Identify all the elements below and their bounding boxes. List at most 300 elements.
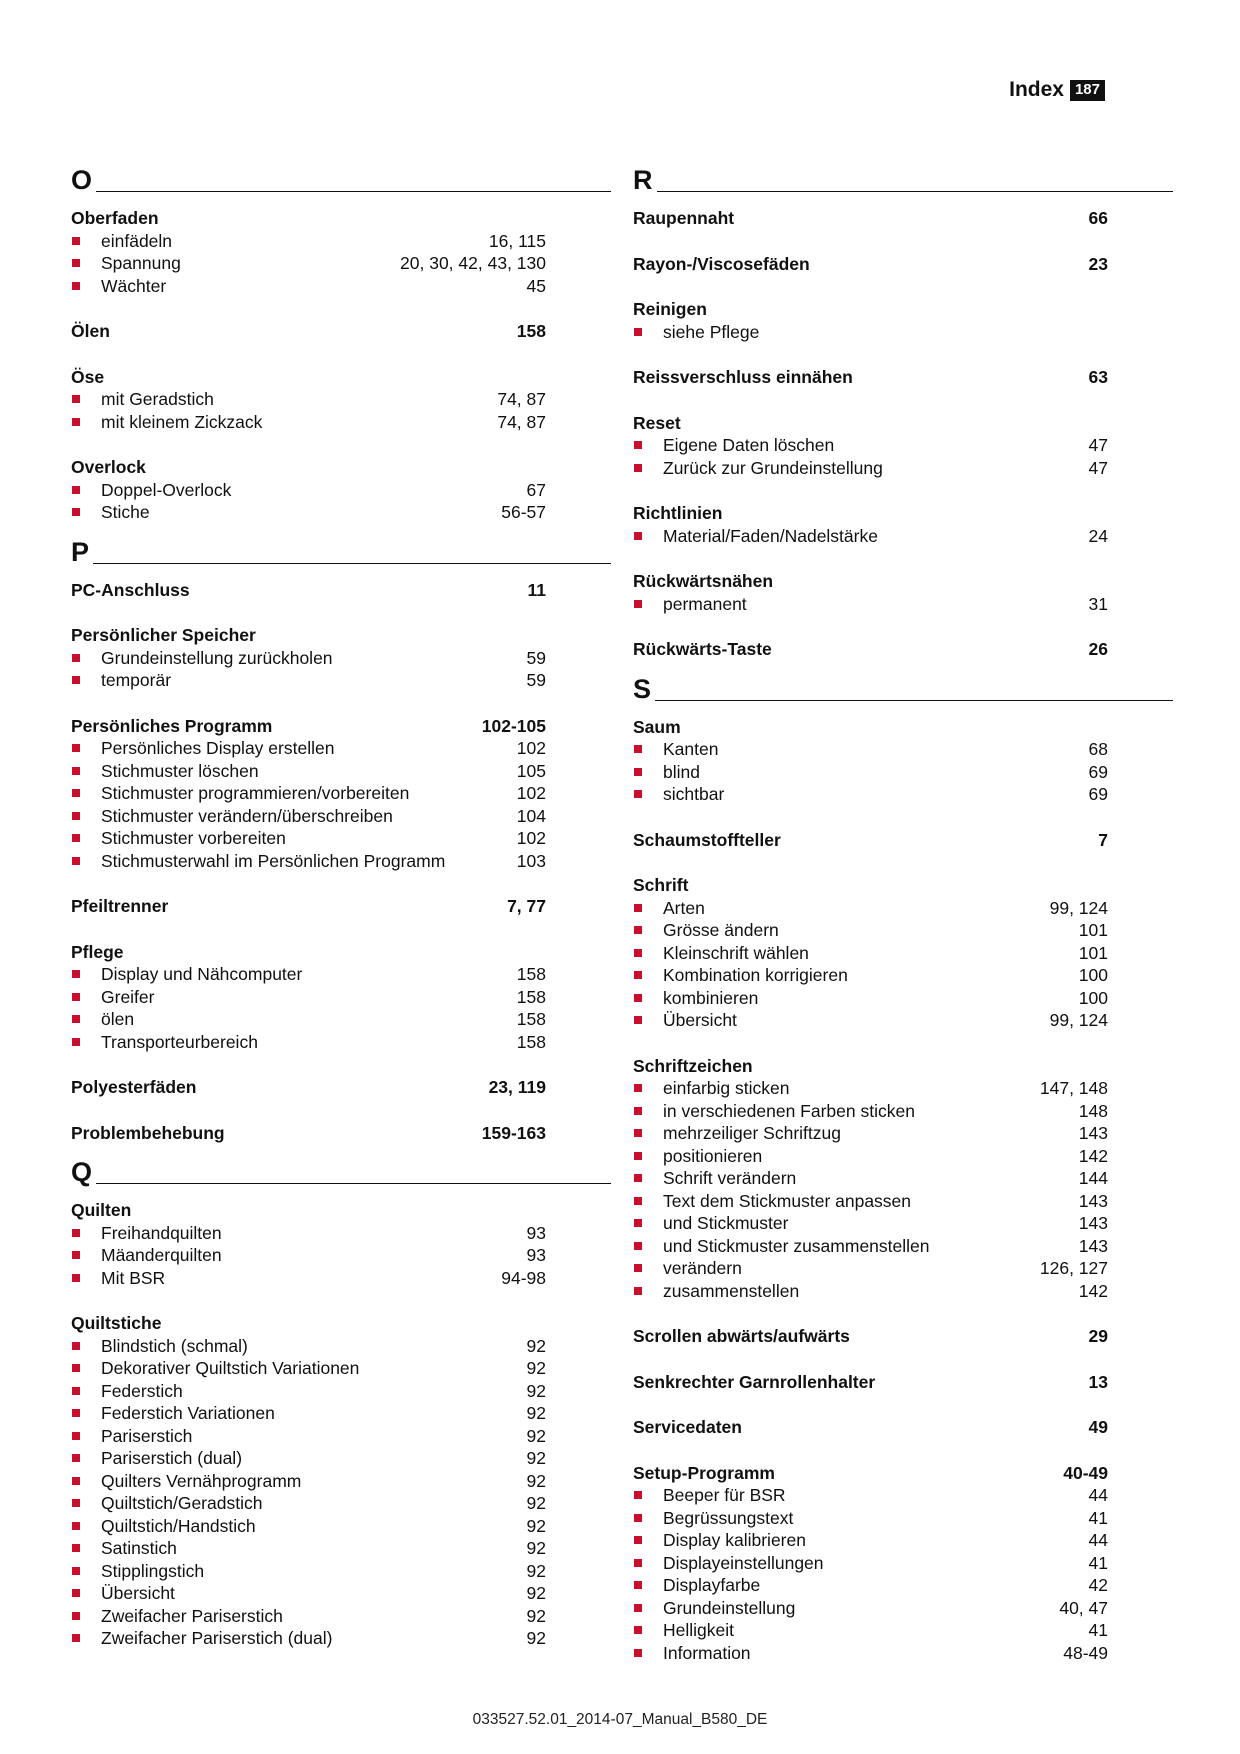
subentry-line — [71, 1605, 546, 1628]
subentry-pages: 92 — [526, 1605, 546, 1626]
entry-term: Reset — [633, 412, 681, 433]
entry-line — [633, 829, 1108, 852]
subentry-pages: 143 — [1078, 1235, 1108, 1256]
subentry-term: Stichmusterwahl im Persönlichen Programm — [101, 850, 446, 871]
subentry-term: Grösse ändern — [663, 920, 779, 940]
entry-term: Pfeiltrenner — [71, 896, 169, 916]
subentry-line — [71, 1425, 546, 1448]
bullet-square-icon — [72, 1015, 80, 1023]
entry-line — [71, 624, 546, 647]
subentry-term: Stichmuster verändern/überschreiben — [101, 805, 393, 826]
subentry-line — [633, 1100, 1108, 1123]
bullet-square-icon — [72, 1589, 80, 1597]
subentry-line — [71, 1402, 546, 1425]
subentry-term: verändern — [663, 1258, 742, 1278]
entry-line — [633, 298, 1108, 321]
subentry-line — [71, 805, 546, 828]
index-entry — [71, 320, 611, 343]
subentry-pages: 101 — [1078, 942, 1108, 963]
entry-line — [633, 253, 1108, 276]
subentry-line — [633, 1484, 1108, 1507]
subentry-line — [633, 964, 1108, 987]
subentry-pages: 92 — [526, 1448, 546, 1468]
subentry-line — [71, 1447, 546, 1470]
subentry-pages: 93 — [526, 1222, 546, 1243]
subentry-line — [633, 783, 1108, 806]
subentry-line — [71, 850, 546, 873]
index-entry — [633, 1416, 1173, 1439]
entry-line — [633, 502, 1108, 525]
subentry-pages: 99, 124 — [1049, 1010, 1108, 1030]
section-letter: P — [71, 536, 90, 567]
subentry-line — [633, 593, 1108, 616]
entry-term: Setup-Programm — [633, 1462, 775, 1483]
bullet-square-icon — [72, 1432, 80, 1440]
subentry-pages: 40, 47 — [1059, 1597, 1108, 1618]
bullet-square-icon — [72, 282, 80, 290]
subentry-term: Zweifacher Pariserstich — [101, 1605, 283, 1626]
subentry-pages: 47 — [1088, 435, 1108, 455]
subentry-line — [71, 963, 546, 986]
subentry-line — [633, 434, 1108, 457]
subentry-pages: 143 — [1078, 1123, 1108, 1143]
section-rule — [93, 563, 611, 564]
subentry-line — [633, 1167, 1108, 1190]
index-entry — [71, 895, 611, 918]
subentry-pages: 102 — [516, 828, 546, 848]
subentry-term: Eigene Daten löschen — [663, 435, 835, 455]
subentry-term: Quiltstich/Handstich — [101, 1515, 256, 1536]
entry-term: Servicedaten — [633, 1417, 742, 1437]
bullet-square-icon — [634, 1536, 642, 1544]
section-letter: O — [71, 165, 93, 195]
subentry-pages: 92 — [526, 1380, 546, 1401]
subentry-line — [633, 1235, 1108, 1258]
letter-section-o — [71, 165, 611, 524]
subentry-line — [633, 1145, 1108, 1168]
subentry-line — [71, 1627, 546, 1650]
bullet-square-icon — [72, 767, 80, 775]
subentry-term: Helligkeit — [663, 1620, 734, 1640]
subentry-pages: 67 — [526, 479, 546, 500]
index-entry — [633, 829, 1173, 852]
subentry-pages: 101 — [1078, 920, 1108, 940]
entry-line — [633, 1055, 1108, 1078]
subentry-line — [633, 919, 1108, 942]
letter-heading — [71, 1157, 611, 1187]
bullet-square-icon — [72, 1567, 80, 1575]
subentry-term: Information — [663, 1642, 751, 1663]
subentry-pages: 158 — [516, 1009, 546, 1029]
subentry-line — [71, 647, 546, 670]
entry-pages: 159-163 — [481, 1122, 546, 1143]
bullet-square-icon — [634, 464, 642, 472]
entry-term: Overlock — [71, 457, 146, 477]
bullet-square-icon — [72, 395, 80, 403]
entry-line — [71, 207, 546, 230]
entry-line — [633, 1416, 1108, 1439]
subentry-pages: 42 — [1088, 1575, 1108, 1595]
bullet-square-icon — [634, 1219, 642, 1227]
subentry-line — [71, 1031, 546, 1054]
entry-line — [71, 1076, 546, 1099]
subentry-term: Doppel-Overlock — [101, 479, 232, 500]
subentry-line — [633, 1077, 1108, 1100]
subentry-term: Federstich — [101, 1380, 183, 1401]
letter-section-s — [633, 674, 1173, 1665]
subentry-term: einfädeln — [101, 230, 173, 251]
subentry-term: Dekorativer Quiltstich Variationen — [101, 1358, 360, 1378]
subentry-line — [71, 760, 546, 783]
entry-line — [633, 366, 1108, 389]
index-entry — [633, 253, 1173, 276]
subentry-pages: 44 — [1088, 1485, 1108, 1505]
subentry-term: Zweifacher Pariserstich (dual) — [101, 1628, 333, 1648]
entry-pages: 29 — [1088, 1326, 1108, 1346]
subentry-line — [71, 1357, 546, 1380]
entry-line — [71, 579, 546, 602]
subentry-pages: 142 — [1078, 1280, 1108, 1301]
entry-term: Reinigen — [633, 299, 707, 319]
subentry-line — [633, 321, 1108, 344]
subentry-line — [71, 1515, 546, 1538]
subentry-term: Stichmuster programmieren/vorbereiten — [101, 783, 410, 803]
subentry-pages: 92 — [526, 1358, 546, 1378]
bullet-square-icon — [634, 926, 642, 934]
entry-term: Schaumstoffteller — [633, 829, 781, 850]
subentry-line — [633, 1642, 1108, 1665]
letter-heading — [71, 537, 611, 567]
entry-line — [71, 1199, 546, 1222]
bullet-square-icon — [72, 1612, 80, 1620]
subentry-line — [71, 1470, 546, 1493]
bullet-square-icon — [72, 676, 80, 684]
bullet-square-icon — [634, 441, 642, 449]
subentry-pages: 92 — [526, 1628, 546, 1648]
subentry-pages: 47 — [1088, 457, 1108, 478]
entry-line — [633, 207, 1108, 230]
subentry-pages: 68 — [1088, 739, 1108, 759]
index-entry — [71, 456, 611, 524]
subentry-term: mehrzeiliger Schriftzug — [663, 1123, 841, 1143]
index-entry — [633, 366, 1173, 389]
bullet-square-icon — [72, 834, 80, 842]
bullet-square-icon — [634, 1604, 642, 1612]
subentry-line — [71, 275, 546, 298]
index-entry — [633, 638, 1173, 661]
page-header — [1009, 78, 1105, 102]
subentry-term: Grundeinstellung — [663, 1597, 796, 1618]
subentry-pages: 74, 87 — [497, 411, 546, 432]
bullet-square-icon — [634, 1491, 642, 1499]
subentry-term: siehe Pflege — [663, 321, 760, 342]
subentry-term: Material/Faden/Nadelstärke — [663, 525, 878, 546]
subentry-term: ölen — [101, 1009, 135, 1029]
subentry-line — [71, 1492, 546, 1515]
bullet-square-icon — [634, 1152, 642, 1160]
bullet-square-icon — [72, 1251, 80, 1259]
entry-term: Persönlicher Speicher — [71, 625, 256, 645]
entry-line — [633, 638, 1108, 661]
bullet-square-icon — [72, 1544, 80, 1552]
subentry-line — [633, 987, 1108, 1010]
subentry-term: Displayeinstellungen — [663, 1552, 824, 1573]
entry-pages: 13 — [1088, 1371, 1108, 1392]
subentry-line — [633, 1529, 1108, 1552]
bullet-square-icon — [634, 1626, 642, 1634]
index-entry — [633, 716, 1173, 806]
subentry-line — [71, 501, 546, 524]
entry-line — [71, 1312, 546, 1335]
subentry-pages: 99, 124 — [1049, 897, 1108, 918]
entry-term: Schrift — [633, 875, 689, 895]
subentry-term: Stipplingstich — [101, 1560, 205, 1581]
bullet-square-icon — [634, 1084, 642, 1092]
subentry-line — [633, 942, 1108, 965]
subentry-pages: 92 — [526, 1583, 546, 1603]
bullet-square-icon — [634, 1197, 642, 1205]
subentry-line — [71, 669, 546, 692]
subentry-term: Mäanderquilten — [101, 1245, 222, 1265]
bullet-square-icon — [634, 971, 642, 979]
bullet-square-icon — [634, 1649, 642, 1657]
subentry-pages: 41 — [1088, 1507, 1108, 1528]
bullet-square-icon — [72, 1454, 80, 1462]
subentry-term: Quilters Vernähprogramm — [101, 1470, 302, 1491]
bullet-square-icon — [634, 1287, 642, 1295]
subentry-pages: 41 — [1088, 1620, 1108, 1640]
index-entry — [71, 1312, 611, 1650]
bullet-square-icon — [634, 949, 642, 957]
bullet-square-icon — [72, 1274, 80, 1282]
subentry-term: Spannung — [101, 253, 181, 273]
entry-term: Rayon-/Viscosefäden — [633, 253, 810, 274]
entry-pages: 40-49 — [1063, 1462, 1108, 1483]
subentry-pages: 16, 115 — [488, 230, 546, 251]
subentry-pages: 102 — [516, 738, 546, 758]
subentry-line — [71, 252, 546, 275]
subentry-term: Übersicht — [101, 1583, 175, 1603]
subentry-pages: 147, 148 — [1039, 1078, 1108, 1098]
subentry-term: mit kleinem Zickzack — [101, 411, 263, 432]
subentry-term: Freihandquilten — [101, 1222, 222, 1243]
bullet-square-icon — [72, 1409, 80, 1417]
subentry-pages: 45 — [526, 275, 546, 296]
section-letter: S — [633, 673, 652, 704]
subentry-pages: 158 — [516, 1031, 546, 1052]
subentry-term: Quiltstich/Geradstich — [101, 1493, 263, 1513]
bullet-square-icon — [72, 1522, 80, 1530]
section-letter: Q — [71, 1157, 93, 1187]
subentry-term: und Stickmuster zusammenstellen — [663, 1235, 930, 1256]
entry-pages: 63 — [1088, 367, 1108, 387]
subentry-pages: 20, 30, 42, 43, 130 — [400, 253, 546, 273]
subentry-line — [633, 1597, 1108, 1620]
subentry-pages: 102 — [516, 783, 546, 803]
entry-term: Quiltstiche — [71, 1313, 162, 1333]
subentry-term: Stiche — [101, 502, 150, 522]
entry-pages: 158 — [516, 321, 546, 341]
letter-heading — [71, 165, 611, 195]
subentry-line — [633, 897, 1108, 920]
bullet-square-icon — [634, 1016, 642, 1024]
entry-pages: 23, 119 — [488, 1077, 546, 1097]
subentry-line — [633, 1009, 1108, 1032]
subentry-term: in verschiedenen Farben sticken — [663, 1100, 915, 1121]
index-entry — [633, 412, 1173, 480]
bullet-square-icon — [72, 1387, 80, 1395]
bullet-square-icon — [72, 1477, 80, 1485]
subentry-line — [633, 1552, 1108, 1575]
subentry-term: Text dem Stickmuster anpassen — [663, 1190, 912, 1211]
entry-term: Rückwärts-Taste — [633, 639, 772, 659]
subentry-pages: 100 — [1078, 965, 1108, 985]
letter-section-p — [71, 537, 611, 1145]
subentry-line — [633, 1280, 1108, 1303]
letter-heading — [633, 165, 1173, 195]
bullet-square-icon — [72, 1634, 80, 1642]
entry-line — [633, 570, 1108, 593]
subentry-pages: 143 — [1078, 1190, 1108, 1211]
subentry-term: Pariserstich (dual) — [101, 1448, 243, 1468]
subentry-pages: 92 — [526, 1403, 546, 1423]
bullet-square-icon — [72, 508, 80, 516]
section-rule — [96, 1183, 611, 1184]
subentry-pages: 59 — [526, 647, 546, 668]
entry-term: Scrollen abwärts/aufwärts — [633, 1326, 850, 1346]
subentry-term: mit Geradstich — [101, 389, 214, 409]
bullet-square-icon — [72, 654, 80, 662]
subentry-line — [71, 230, 546, 253]
index-column-left — [71, 165, 611, 1650]
subentry-line — [71, 1267, 546, 1290]
subentry-pages: 31 — [1088, 593, 1108, 614]
subentry-term: blind — [663, 761, 700, 782]
subentry-pages: 126, 127 — [1039, 1258, 1108, 1278]
subentry-term: Display und Nähcomputer — [101, 964, 303, 984]
subentry-term: positionieren — [663, 1145, 763, 1166]
bullet-square-icon — [634, 745, 642, 753]
subentry-pages: 44 — [1088, 1530, 1108, 1550]
subentry-pages: 158 — [516, 986, 546, 1007]
subentry-term: und Stickmuster — [663, 1213, 789, 1233]
entry-pages: 102-105 — [481, 715, 546, 736]
section-letter: R — [633, 165, 653, 195]
subentry-pages: 144 — [1078, 1168, 1108, 1188]
subentry-line — [71, 479, 546, 502]
subentry-pages: 41 — [1088, 1552, 1108, 1573]
bullet-square-icon — [72, 1342, 80, 1350]
subentry-term: temporär — [101, 670, 172, 690]
bullet-square-icon — [634, 1107, 642, 1115]
section-rule — [96, 191, 611, 192]
section-rule — [657, 191, 1174, 192]
entry-term: Ölen — [71, 321, 110, 341]
entry-term: Problembehebung — [71, 1122, 225, 1143]
subentry-line — [633, 1619, 1108, 1642]
subentry-term: Beeper für BSR — [663, 1485, 786, 1505]
bullet-square-icon — [72, 259, 80, 267]
subentry-line — [633, 1257, 1108, 1280]
subentry-pages: 100 — [1078, 987, 1108, 1008]
bullet-square-icon — [72, 1038, 80, 1046]
subentry-pages: 69 — [1088, 784, 1108, 804]
bullet-square-icon — [634, 1581, 642, 1589]
subentry-line — [71, 1537, 546, 1560]
subentry-pages: 143 — [1078, 1213, 1108, 1233]
letter-section-r — [633, 165, 1173, 661]
subentry-pages: 59 — [526, 670, 546, 690]
entry-term: Senkrechter Garnrollenhalter — [633, 1371, 876, 1392]
bullet-square-icon — [634, 1242, 642, 1250]
subentry-term: Wächter — [101, 275, 167, 296]
index-entry — [71, 624, 611, 692]
bullet-square-icon — [634, 904, 642, 912]
subentry-term: Transporteurbereich — [101, 1031, 258, 1052]
entry-pages: 7 — [1098, 829, 1108, 850]
bullet-square-icon — [634, 1129, 642, 1137]
subentry-term: Display kalibrieren — [663, 1530, 806, 1550]
subentry-pages: 103 — [516, 850, 546, 871]
bullet-square-icon — [72, 486, 80, 494]
subentry-line — [71, 1380, 546, 1403]
subentry-line — [633, 1122, 1108, 1145]
subentry-pages: 92 — [526, 1515, 546, 1536]
entry-term: Oberfaden — [71, 208, 159, 228]
subentry-pages: 104 — [516, 805, 546, 826]
entry-line — [71, 895, 546, 918]
bullet-square-icon — [634, 328, 642, 336]
subentry-line — [71, 1244, 546, 1267]
index-entry — [633, 207, 1173, 230]
subentry-line — [71, 1222, 546, 1245]
subentry-line — [633, 457, 1108, 480]
subentry-term: permanent — [663, 593, 747, 614]
subentry-line — [71, 411, 546, 434]
subentry-line — [71, 1560, 546, 1583]
entry-line — [633, 1325, 1108, 1348]
subentry-pages: 92 — [526, 1335, 546, 1356]
subentry-term: Kleinschrift wählen — [663, 942, 809, 963]
entry-term: Rückwärtsnähen — [633, 571, 774, 591]
subentry-pages: 24 — [1088, 525, 1108, 546]
index-entry — [71, 207, 611, 297]
subentry-line — [633, 525, 1108, 548]
subentry-pages: 92 — [526, 1493, 546, 1513]
bullet-square-icon — [634, 600, 642, 608]
subentry-term: Federstich Variationen — [101, 1403, 275, 1423]
subentry-pages: 74, 87 — [497, 389, 546, 409]
bullet-square-icon — [72, 993, 80, 1001]
bullet-square-icon — [72, 1364, 80, 1372]
index-entry — [71, 579, 611, 602]
bullet-square-icon — [634, 1559, 642, 1567]
bullet-square-icon — [72, 1499, 80, 1507]
bullet-square-icon — [72, 1229, 80, 1237]
entry-term: Reissverschluss einnähen — [633, 367, 853, 387]
entry-term: Richtlinien — [633, 503, 723, 523]
subentry-line — [633, 1574, 1108, 1597]
subentry-term: Stichmuster löschen — [101, 760, 259, 781]
subentry-line — [71, 1335, 546, 1358]
section-rule — [655, 700, 1173, 701]
subentry-line — [71, 1008, 546, 1031]
subentry-pages: 92 — [526, 1470, 546, 1491]
subentry-pages: 142 — [1078, 1145, 1108, 1166]
subentry-pages: 92 — [526, 1425, 546, 1446]
entry-line — [71, 366, 546, 389]
bullet-square-icon — [634, 1514, 642, 1522]
